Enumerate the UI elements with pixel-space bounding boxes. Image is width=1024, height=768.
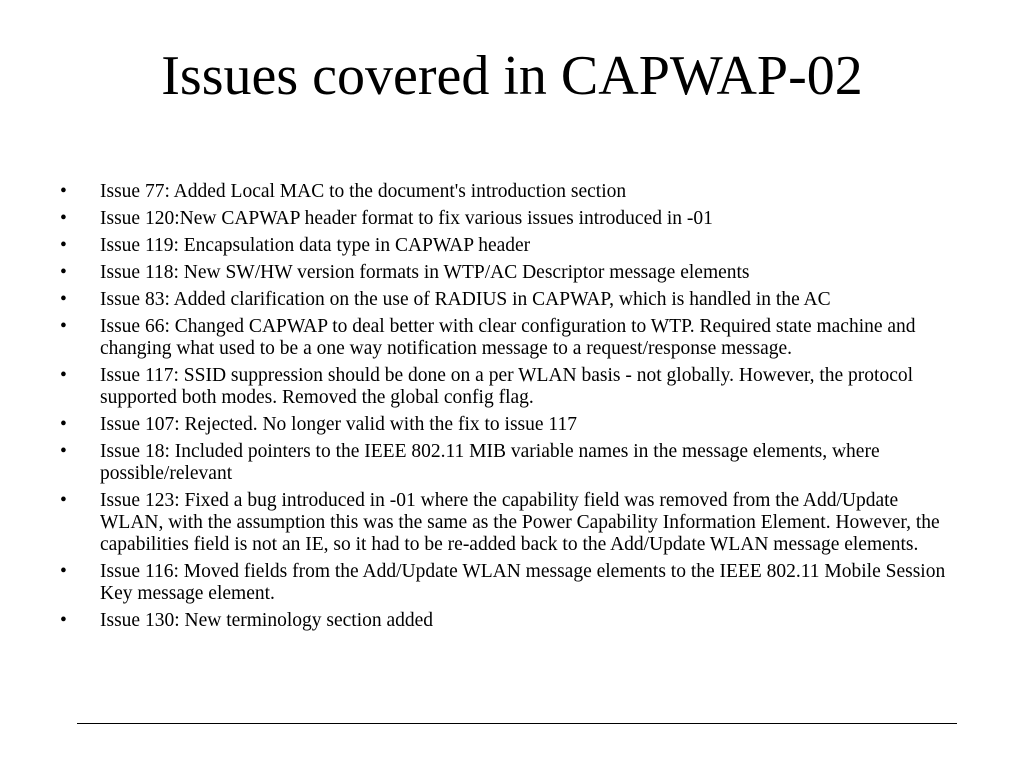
- bullet-dot-icon: •: [60, 181, 67, 202]
- bullet-item: [60, 181, 960, 203]
- bullet-item: [60, 414, 960, 436]
- bullet-text: Issue 117: SSID suppression should be done on a per WLAN basis - not globally. However, the protocol supported both modes. Removed the global config flag.: [100, 365, 914, 408]
- bullet-text: Issue 118: New SW/HW version formats in WTP/AC Descriptor message elements: [100, 262, 750, 283]
- bullet-item: [60, 490, 960, 556]
- bullet-item: [60, 235, 960, 257]
- bullet-item: [60, 316, 960, 360]
- bullet-text: Issue 66: Changed CAPWAP to deal better with clear configuration to WTP. Required state machine and changing what used to be a one way notification message to a request/response message.: [100, 316, 916, 359]
- bullet-item: [60, 610, 960, 632]
- bullet-text: Issue 120:New CAPWAP header format to fix various issues introduced in -01: [100, 208, 713, 229]
- footer-divider: [77, 723, 957, 724]
- bullet-dot-icon: •: [60, 208, 67, 229]
- bullet-dot-icon: •: [60, 235, 67, 256]
- bullet-list: [60, 181, 960, 637]
- bullet-dot-icon: •: [60, 414, 67, 435]
- bullet-item: [60, 208, 960, 230]
- bullet-text: Issue 107: Rejected. No longer valid with the fix to issue 117: [100, 414, 577, 435]
- bullet-item: [60, 289, 960, 311]
- bullet-dot-icon: •: [60, 441, 67, 462]
- bullet-text: Issue 83: Added clarification on the use of RADIUS in CAPWAP, which is handled in the AC: [100, 289, 831, 310]
- bullet-text: Issue 123: Fixed a bug introduced in -01 where the capability field was removed from the Add/Update WLAN, with the assumption this was the same as the Power Capability Information Element. However, the capabilities field is not an IE, so it had to be re-added back to the Add/Update WLAN message elements.: [100, 490, 940, 555]
- bullet-item: [60, 365, 960, 409]
- bullet-dot-icon: •: [60, 610, 67, 631]
- bullet-text: Issue 18: Included pointers to the IEEE 802.11 MIB variable names in the message elements, where possible/relevant: [100, 441, 880, 484]
- bullet-text: Issue 130: New terminology section added: [100, 610, 434, 631]
- slide-title: Issues covered in CAPWAP-02: [161, 45, 863, 107]
- bullet-text: Issue 116: Moved fields from the Add/Update WLAN message elements to the IEEE 802.11 Mobile Session Key message element.: [100, 561, 946, 604]
- bullet-item: [60, 441, 960, 485]
- bullet-dot-icon: •: [60, 262, 67, 283]
- bullet-dot-icon: •: [60, 365, 67, 386]
- bullet-item: [60, 262, 960, 284]
- bullet-item: [60, 561, 960, 605]
- bullet-dot-icon: •: [60, 561, 67, 582]
- bullet-text: Issue 77: Added Local MAC to the document's introduction section: [100, 181, 627, 202]
- bullet-dot-icon: •: [60, 316, 67, 337]
- bullet-dot-icon: •: [60, 490, 67, 511]
- bullet-text: Issue 119: Encapsulation data type in CAPWAP header: [100, 235, 531, 256]
- bullet-dot-icon: •: [60, 289, 67, 310]
